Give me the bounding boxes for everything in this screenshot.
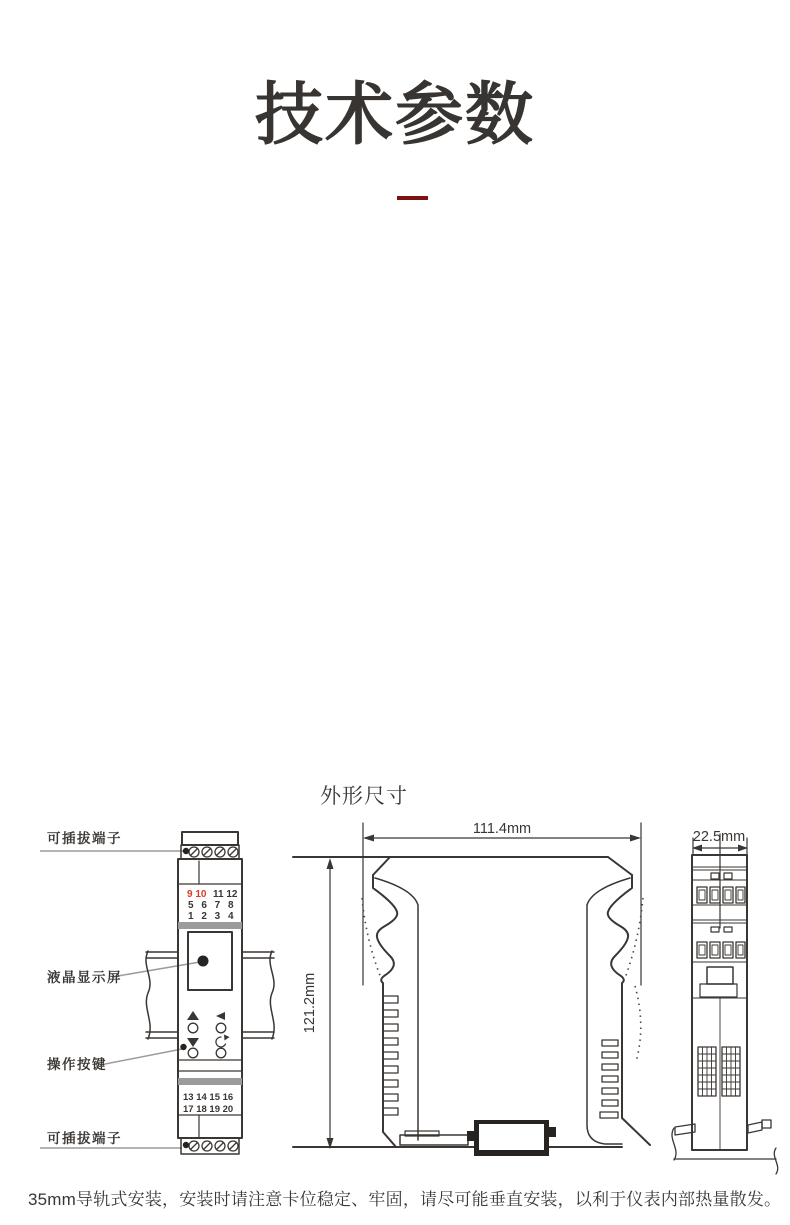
side-view-drawing — [293, 821, 650, 1156]
side-case-outline — [293, 857, 650, 1147]
height-dimension — [302, 858, 334, 1149]
lcd-screen — [188, 932, 232, 990]
depth-dimension-label: 22.5mm — [692, 829, 746, 845]
left-arrow-icon — [216, 1012, 225, 1020]
title-accent-dash — [397, 196, 428, 200]
indicator-dot — [183, 1142, 189, 1148]
footer-note: 35mm导轨式安装，安装时请注意卡位稳定、牢固，请尽可能垂直安装，以利于仪表内部热量散发。 — [28, 1190, 782, 1209]
up-arrow-icon — [187, 1011, 199, 1020]
rotate-icon-arrowhead — [224, 1035, 230, 1041]
lcd-dot — [198, 956, 209, 967]
left-button — [216, 1023, 226, 1033]
label-lcd: 液晶显示屏 — [47, 970, 122, 985]
dotted-accents — [362, 898, 643, 1062]
separator-band-top — [178, 922, 242, 929]
edge-din-rail — [672, 1120, 778, 1174]
down-arrow-icon — [187, 1038, 199, 1047]
edge-terminal-row1 — [697, 887, 745, 903]
terminal-numbers-bottom-row2: 17 18 19 20 — [183, 1104, 234, 1115]
bottom-screw-icons — [189, 1141, 238, 1151]
front-view-drawing — [40, 830, 274, 1154]
rotate-icon — [216, 1037, 226, 1047]
front-lower-lines — [178, 1060, 242, 1071]
indicator-dot — [180, 1044, 186, 1050]
separator-band-bottom — [178, 1078, 242, 1085]
terminal-numbers-top-red: 9 10 — [187, 889, 207, 900]
leader-line-buttons — [100, 1049, 182, 1065]
bottom-screw-block — [181, 1138, 239, 1154]
indicator-dot — [183, 848, 189, 854]
terminal-numbers-top-rest: 11 12 — [213, 889, 238, 900]
terminal-numbers-row3: 1 2 3 4 — [188, 911, 234, 922]
edge-vent-grid-left — [698, 1047, 716, 1096]
vent-slots-right — [600, 1040, 618, 1118]
dimensions-section-heading: 外形尺寸 — [320, 785, 408, 808]
width-dimension — [363, 821, 641, 985]
release-latch — [400, 1131, 474, 1145]
depth-dimension — [692, 829, 748, 928]
front-top-cells — [178, 861, 242, 884]
edge-terminal-row2 — [697, 942, 745, 958]
din-clip — [467, 1120, 556, 1156]
edge-vent-grid-right — [722, 1047, 740, 1096]
outline-dimension-drawings — [0, 810, 790, 1182]
width-dimension-label: 111.4mm — [472, 821, 532, 837]
up-button — [188, 1023, 198, 1033]
vent-slots-left — [383, 996, 398, 1115]
top-screw-icons — [189, 847, 238, 857]
front-bottom-cells — [178, 1115, 242, 1138]
din-rail — [146, 951, 274, 1039]
label-bottom-terminal: 可插拔端子 — [47, 1131, 122, 1146]
terminal-numbers-bottom-row1: 13 14 15 16 — [183, 1092, 234, 1103]
edge-view-drawing — [672, 829, 778, 1174]
leader-line-lcd — [112, 962, 200, 977]
down-button — [188, 1048, 198, 1058]
operation-buttons — [180, 1011, 229, 1058]
terminal-numbers-row2: 5 6 7 8 — [188, 900, 234, 911]
label-buttons: 操作按键 — [47, 1057, 107, 1072]
enter-button — [216, 1048, 226, 1058]
label-top-terminal: 可插拔端子 — [47, 831, 122, 846]
edge-recess — [700, 967, 737, 997]
page-title: 技术参数 — [254, 77, 535, 153]
top-terminal-cover — [182, 832, 238, 845]
height-dimension-label: 121.2mm — [302, 972, 318, 1034]
